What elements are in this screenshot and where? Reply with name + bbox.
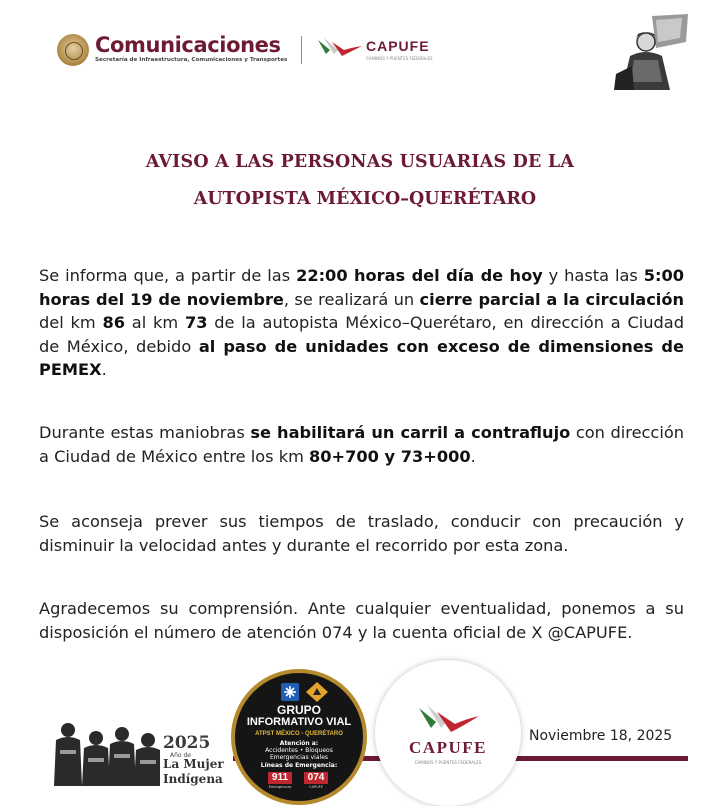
national-seal-icon — [57, 34, 89, 66]
badge-title: GRUPO — [276, 703, 321, 717]
year-label: 2025 — [163, 733, 211, 753]
capufe-logo-icon — [316, 34, 364, 60]
badge-title-2: INFORMATIVO VIAL — [246, 716, 352, 728]
paragraph-advice: Se aconseja prever sus tiempos de traslado, conducir con precaución y disminuir la velocidad antes y durante el recorrido por esta zona. — [39, 512, 684, 555]
emergency-number-074-label: CAPUFE — [309, 785, 323, 789]
notice-date: Noviembre 18, 2025 — [529, 728, 673, 744]
badge-services: Accidentes • Bloqueos — [265, 747, 333, 754]
emergency-number-074: 074 — [304, 772, 328, 784]
paragraph-contraflow: Durante estas maniobras se habilitará un carril a contraflujo con dirección a Ciudad de México entre los km 80+700 y 73+000. — [39, 423, 684, 466]
capufe-subtitle: CAMINOS Y PUENTES FEDERALES — [414, 760, 482, 765]
capufe-name: CAPUFE — [409, 738, 487, 757]
capufe-logo-icon — [417, 702, 481, 736]
traffic-info-badge — [231, 669, 367, 805]
indigenous-women-illustration-icon — [50, 716, 162, 786]
notice-title-line-2: AUTOPISTA MÉXICO–QUERÉTARO — [193, 189, 537, 209]
year-caption-indigenous: Indígena — [163, 772, 223, 786]
emergency-number-911-label: Emergencias — [268, 785, 292, 789]
brand-subtitle: Secretaría de Infraestructura, Comunicaciones y Transportes — [95, 57, 288, 63]
year-caption: Año de — [170, 752, 191, 759]
capufe-emblem — [375, 660, 521, 806]
badge-route: ATPST MÉXICO - QUERÉTARO — [255, 731, 343, 737]
emergency-icons — [275, 681, 331, 703]
paragraph-thanks: Agradecemos su comprensión. Ante cualquier eventualidad, ponemos a su disposición el número de atención 074 y la cuenta oficial de X @CAPUFE. — [39, 599, 684, 642]
year-caption-woman: La Mujer — [163, 757, 224, 771]
emergency-number-911: 911 — [268, 772, 292, 784]
header-divider — [301, 36, 302, 64]
brand-name: Comunicaciones — [95, 33, 281, 57]
notice-title-line-1: AVISO A LAS PERSONAS USUARIAS DE LA — [145, 152, 575, 172]
partner-name: CAPUFE — [366, 38, 430, 54]
badge-lines: Líneas de Emergencia: — [260, 762, 338, 769]
heroine-illustration-icon — [612, 12, 690, 92]
header — [0, 0, 720, 120]
badge-attention: Atención a: — [279, 740, 319, 747]
partner-subtitle: CAMINOS Y PUENTES FEDERALES — [366, 56, 433, 61]
paragraph-closure-notice: Se informa que, a partir de las 22:00 horas del día de hoy y hasta las 5:00 horas del 19 de noviembre, se realizará un cierre parcial a la circulación del km 86 al km 73 de la autopista México–Querétaro, en dirección a Ciudad de México, debido al paso de unidades con exceso de dimensiones de PEMEX. — [39, 266, 685, 379]
badge-services-2: Emergencias viales — [269, 754, 329, 761]
